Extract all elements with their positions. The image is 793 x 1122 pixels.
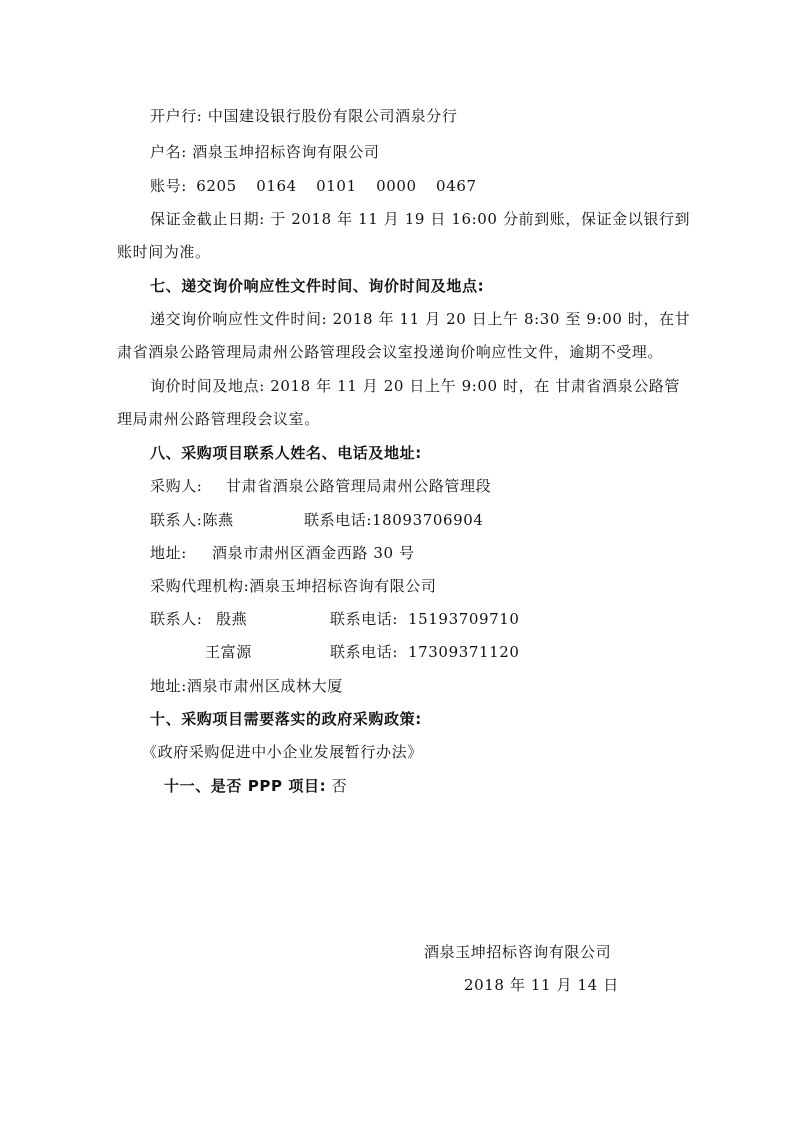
account-name-label: 户名: <box>150 143 187 161</box>
section7-heading: 七、递交询价响应性文件时间、询价时间及地点: <box>150 277 485 295</box>
agency-value: 酒泉玉坤招标咨询有限公司 <box>249 577 437 595</box>
section7-inquiry-line-1: 询价时间及地点: 2018 年 11 月 20 日上午 9:00 时，在 甘肃省酒泉公路管 <box>150 377 681 395</box>
account-name-value: 酒泉玉坤招标咨询有限公司 <box>192 143 380 161</box>
deposit-line-1: 保证金截止日期: 于 2018 年 11 月 19 日 16:00 分前到账，保证金以银行到 <box>150 210 691 228</box>
purchaser-value: 甘肃省酒泉公路管理局肃州公路管理段 <box>226 477 492 495</box>
contact1-phone: 18093706904 <box>372 511 484 529</box>
bank-label: 开户行: <box>150 107 203 125</box>
account-number-part: 0000 <box>376 177 417 195</box>
section8-heading: 八、采购项目联系人姓名、电话及地址: <box>150 444 422 462</box>
contact2-name: 殷燕 <box>216 610 248 628</box>
address2-value: 酒泉市肃州区成林大厦 <box>186 677 343 695</box>
account-number-part: 0164 <box>256 177 297 195</box>
contact3-phone-label: 联系电话: <box>330 643 399 661</box>
section7-submit-line-1: 递交询价响应性文件时间: 2018 年 11 月 20 日上午 8:30 至 9:00 时，在甘 <box>150 310 691 328</box>
contact1-name: 陈燕 <box>202 511 234 529</box>
address2-line <box>150 676 343 696</box>
contact1-label: 联系人: <box>150 511 203 529</box>
account-number-part: 0101 <box>316 177 357 195</box>
section11-line <box>164 776 347 796</box>
contact2-phone: 15193709710 <box>408 610 520 628</box>
section7-submit-line-2: 肃省酒泉公路管理局肃州公路管理段会议室投递询价响应性文件，逾期不受理。 <box>117 343 664 361</box>
section7-inquiry-line-2: 理局肃州公路管理段会议室。 <box>117 410 320 428</box>
section11-heading: 十一、是否 PPP 项目: <box>164 777 327 795</box>
agency-line <box>150 576 436 596</box>
contact1-phone-label: 联系电话: <box>304 511 373 529</box>
address1-line <box>150 543 415 563</box>
account-number-label: 账号: <box>150 177 187 195</box>
contact3-phone: 17309371120 <box>408 643 520 661</box>
address1-label: 地址: <box>150 544 187 562</box>
section10-heading: 十、采购项目需要落实的政府采购政策: <box>150 710 422 728</box>
section10-policy: 《政府采购促进中小企业发展暂行办法》 <box>142 743 423 761</box>
deposit-line-2: 账时间为准。 <box>117 243 211 261</box>
signature-date: 2018 年 11 月 14 日 <box>464 976 619 994</box>
bank-value: 中国建设银行股份有限公司酒泉分行 <box>207 107 458 125</box>
purchaser-line <box>150 476 492 496</box>
signature-company: 酒泉玉坤招标咨询有限公司 <box>424 943 612 961</box>
contact2-label: 联系人: <box>150 610 203 628</box>
account-number-line <box>150 176 491 196</box>
contact3-name: 王富源 <box>205 643 252 661</box>
contact2-line <box>150 609 550 629</box>
agency-label: 采购代理机构: <box>150 577 250 595</box>
section11-answer: 否 <box>331 777 348 795</box>
address1-value: 酒泉市肃州区酒金西路 30 号 <box>212 544 415 562</box>
contact2-phone-label: 联系电话: <box>330 610 399 628</box>
contact1-line <box>150 510 550 530</box>
purchaser-label: 采购人: <box>150 477 203 495</box>
address2-label: 地址: <box>150 677 187 695</box>
account-name-line <box>150 142 379 162</box>
account-number-part: 0467 <box>436 177 477 195</box>
bank-line <box>150 106 457 126</box>
account-number-part: 6205 <box>196 177 237 195</box>
